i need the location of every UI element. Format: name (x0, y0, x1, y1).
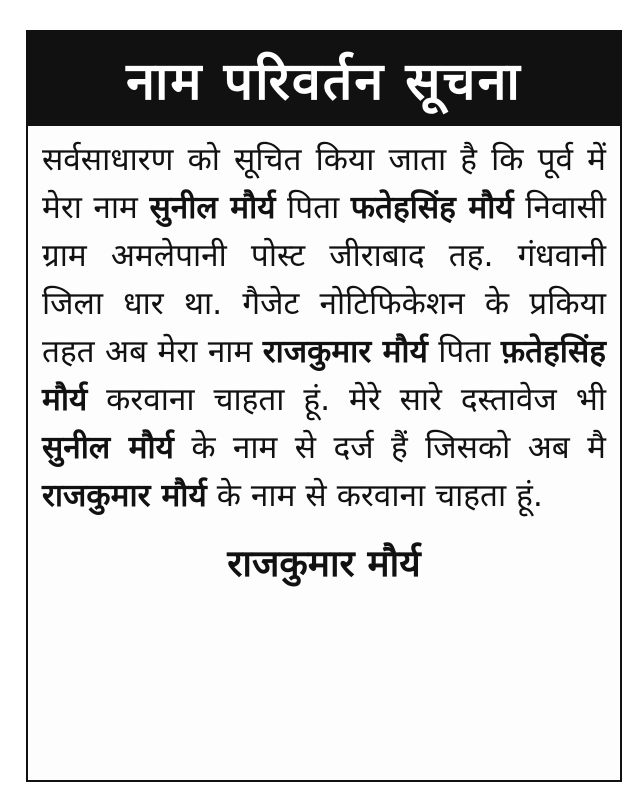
name-change-notice (26, 30, 622, 782)
body-text-segment: पिता (427, 334, 501, 370)
body-text-segment: करवाना चाहता हूं. मेरे सारे दस्तावेज भी (87, 382, 606, 418)
title-bar (28, 32, 620, 126)
old-name: सुनील मौर्य (149, 190, 276, 226)
body-text-segment: के नाम से दर्ज हैं जिसको अब मै (173, 430, 606, 466)
notice-title: नाम परिवर्तन सूचना (126, 51, 522, 112)
father-name: फतेहसिंह मौर्य (350, 190, 514, 226)
body-text-segment: के नाम से करवाना चाहता हूं. (206, 478, 543, 514)
notice-body (28, 126, 620, 520)
signature: राजकुमार मौर्य (227, 542, 421, 585)
body-text-segment: सर्वसाधारण को सूचित किया जाता है कि पूर्व में मेरा नाम (42, 142, 606, 226)
new-name: राजकुमार मौर्य (42, 478, 207, 514)
body-text-segment: निवासी ग्राम अमलेपानी पोस्ट जीराबाद तह. गंधवानी जिला धार था. गैजेट नोटिफिकेशन के प्रकिया तहत अब मेरा नाम (42, 190, 606, 370)
old-name: सुनील मौर्य (42, 430, 174, 466)
father-name: फ़तेहसिंह मौर्य (42, 334, 606, 418)
new-name: राजकुमार मौर्य (262, 334, 428, 370)
body-text-segment: पिता (275, 190, 351, 226)
